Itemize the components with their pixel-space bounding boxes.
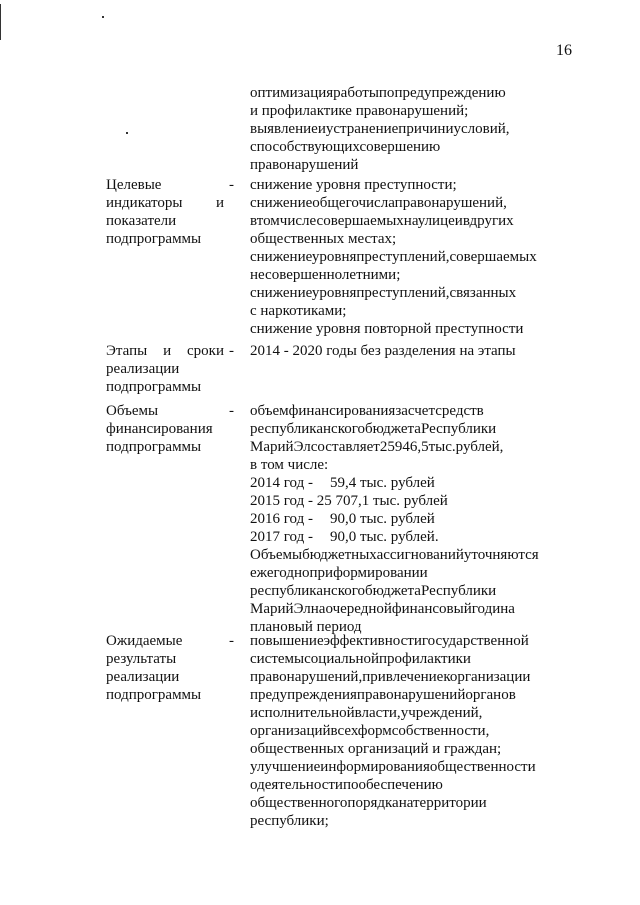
content-line xyxy=(250,564,550,582)
word: и xyxy=(163,343,172,359)
word: бюджетных xyxy=(302,547,377,563)
row-label-line: подпрограммы xyxy=(106,379,202,395)
content-line: с наркотиками; xyxy=(250,303,347,319)
financing-year-line xyxy=(250,528,550,546)
word: территории xyxy=(413,795,487,811)
word: уровня xyxy=(311,249,357,265)
word: по xyxy=(342,777,359,793)
word: уровня xyxy=(311,285,357,301)
word: и xyxy=(317,121,326,137)
word: уточняются xyxy=(463,547,539,563)
word: власти, xyxy=(354,705,401,721)
content-line xyxy=(250,248,550,266)
word: и xyxy=(454,213,463,229)
scan-speck xyxy=(0,4,1,40)
row-content xyxy=(250,342,550,360)
row-label-line xyxy=(106,194,224,212)
row-label-line xyxy=(106,342,224,360)
financing-year-line xyxy=(250,510,550,528)
word: устранение xyxy=(325,121,399,137)
word: общего xyxy=(312,195,359,211)
row-content xyxy=(250,402,550,636)
word: республиканского xyxy=(250,583,365,599)
word: тыс. xyxy=(428,439,456,455)
word: Этапы xyxy=(106,343,148,359)
word: бюджета xyxy=(365,583,421,599)
row-dash: - xyxy=(229,177,234,193)
content-line xyxy=(250,704,550,722)
content-line xyxy=(250,582,550,600)
word: по xyxy=(378,85,395,101)
word: финансирования xyxy=(288,403,396,419)
word: исполнительной xyxy=(250,705,355,721)
scan-speck xyxy=(126,132,128,134)
row-label xyxy=(106,176,224,248)
word: числа xyxy=(358,195,395,211)
word: ежегодно xyxy=(250,565,310,581)
word: счет xyxy=(407,403,436,419)
financing-year: 2014 год - xyxy=(250,475,313,491)
financing-year: 2017 год - xyxy=(250,529,313,545)
word: других xyxy=(469,213,514,229)
word: о xyxy=(250,777,258,793)
content-line xyxy=(250,794,550,812)
word: том xyxy=(256,213,280,229)
row-label-line: реализации xyxy=(106,361,180,377)
financing-year: 2016 год - xyxy=(250,511,313,527)
content-line xyxy=(250,722,550,740)
financing-year-line xyxy=(250,474,550,492)
content-line xyxy=(250,402,550,420)
content-line: плановый период xyxy=(250,619,362,635)
row-label-line: Ожидаемые xyxy=(106,633,183,649)
word: информирования xyxy=(320,759,430,775)
content-line xyxy=(250,668,550,686)
content-line xyxy=(250,420,550,438)
word: средств xyxy=(435,403,484,419)
row-label-line: Целевые xyxy=(106,177,162,193)
word: условий, xyxy=(453,121,510,137)
row-dash: - xyxy=(229,343,234,359)
word: деятельности xyxy=(257,777,343,793)
word: Марий xyxy=(250,439,294,455)
word: год xyxy=(471,601,493,617)
content-line xyxy=(250,84,550,102)
word: финансовый xyxy=(391,601,472,617)
word: совершаемых xyxy=(449,249,537,265)
word: привлечение xyxy=(362,669,444,685)
word: учреждений, xyxy=(400,705,483,721)
word: объем xyxy=(250,403,289,419)
page-number: 16 xyxy=(556,42,572,59)
content-line xyxy=(250,632,550,650)
content-line: несовершеннолетними; xyxy=(250,267,401,283)
word: правонарушений xyxy=(356,687,466,703)
word: в xyxy=(462,213,470,229)
word: очередной xyxy=(325,601,392,617)
word: государственной xyxy=(421,633,529,649)
word: собственности, xyxy=(391,723,490,739)
word: улучшение xyxy=(250,759,321,775)
word: 25 xyxy=(379,439,395,455)
word: бюджета xyxy=(365,421,421,437)
word: оптимизация xyxy=(250,85,334,101)
word: правонарушений, xyxy=(250,669,363,685)
word: снижение xyxy=(250,249,312,265)
word: рублей, xyxy=(455,439,504,455)
row-dash: - xyxy=(229,403,234,419)
word: предупреждению xyxy=(394,85,506,101)
word: составляет xyxy=(310,439,380,455)
word: Эл xyxy=(293,601,311,617)
word: выявление xyxy=(250,121,318,137)
word: Республики xyxy=(420,421,497,437)
word: системы xyxy=(250,651,305,667)
content-line: снижение уровня преступности; xyxy=(250,177,457,193)
word: способствующих xyxy=(250,139,360,155)
word: организаций xyxy=(250,723,331,739)
word: Эл xyxy=(293,439,311,455)
row-content xyxy=(250,176,550,338)
row-label-line: подпрограммы xyxy=(106,231,202,247)
financing-year-line xyxy=(250,492,550,510)
word: эффективности xyxy=(323,633,422,649)
word: организации xyxy=(449,669,531,685)
word: работы xyxy=(333,85,379,101)
content-line: 2014 - 2020 годы без разделения на этапы xyxy=(250,343,516,359)
row-label xyxy=(106,402,224,456)
row-label xyxy=(106,632,224,704)
row-label-line: подпрограммы xyxy=(106,687,202,703)
content-line: общественных местах; xyxy=(250,231,397,247)
word: форм xyxy=(357,723,392,739)
word: снижение xyxy=(250,285,312,301)
word: 946,5 xyxy=(394,439,429,455)
word: ассигнований xyxy=(376,547,464,563)
word: снижение xyxy=(250,195,313,211)
row-label-line: подпрограммы xyxy=(106,439,202,455)
content-line xyxy=(250,776,550,794)
word: на xyxy=(398,795,413,811)
word: правонарушений, xyxy=(394,195,507,211)
content-line xyxy=(250,194,550,212)
row-dash: - xyxy=(229,633,234,649)
word: профилактики xyxy=(379,651,471,667)
content-line: общественных организаций и граждан; xyxy=(250,741,502,757)
word: числе xyxy=(279,213,317,229)
word: причин xyxy=(398,121,446,137)
financing-year: 2015 год - 25 707,1 тыс. рублей xyxy=(250,493,448,509)
word: на xyxy=(500,601,515,617)
word: связанных xyxy=(449,285,517,301)
content-line xyxy=(250,546,550,564)
word: и xyxy=(215,195,224,211)
word: повышение xyxy=(250,633,324,649)
financing-amount: 90,0 тыс. рублей xyxy=(330,511,435,527)
word: преступлений, xyxy=(356,249,450,265)
row-label xyxy=(106,342,224,396)
row-content xyxy=(250,84,550,174)
row-content xyxy=(250,632,550,830)
word: Объемы xyxy=(250,547,303,563)
word: и xyxy=(492,601,501,617)
word: республиканского xyxy=(250,421,365,437)
row-label-line: реализации xyxy=(106,669,180,685)
content-line xyxy=(250,686,550,704)
word: порядка xyxy=(347,795,399,811)
word: при xyxy=(309,565,334,581)
content-line: в том числе: xyxy=(250,457,329,473)
content-line xyxy=(250,438,550,456)
word: и xyxy=(445,121,454,137)
row-label-line: финансирования xyxy=(106,421,213,437)
word: предупреждения xyxy=(250,687,357,703)
financing-amount: 90,0 тыс. рублей. xyxy=(330,529,439,545)
content-line xyxy=(250,284,550,302)
word: сроки xyxy=(187,343,224,359)
word: всех xyxy=(330,723,358,739)
scan-speck xyxy=(102,16,104,18)
row-label-line: Объемы xyxy=(106,403,159,419)
financing-amount: 59,4 тыс. рублей xyxy=(330,475,435,491)
word: общественности xyxy=(429,759,536,775)
word: совершению xyxy=(359,139,441,155)
word: Марий xyxy=(250,601,294,617)
word: на xyxy=(310,601,326,617)
word: преступлений, xyxy=(356,285,450,301)
content-line: правонарушений xyxy=(250,157,359,173)
content-line: снижение уровня повторной преступности xyxy=(250,321,524,337)
content-line xyxy=(250,138,550,156)
content-line xyxy=(250,758,550,776)
word: индикаторы xyxy=(106,195,183,211)
content-line xyxy=(250,120,550,138)
word: Республики xyxy=(420,583,497,599)
content-line xyxy=(250,650,550,668)
word: на xyxy=(403,213,418,229)
word: органов xyxy=(465,687,516,703)
word: общественного xyxy=(250,795,348,811)
word: обеспечению xyxy=(358,777,443,793)
row-label-line: показатели xyxy=(106,213,177,229)
content-line xyxy=(250,600,550,618)
word: к xyxy=(443,669,450,685)
word: социальной xyxy=(304,651,380,667)
word: за xyxy=(395,403,408,419)
content-line: и профилактике правонарушений; xyxy=(250,103,469,119)
word: в xyxy=(250,213,257,229)
word: совершаемых xyxy=(316,213,404,229)
content-line xyxy=(250,212,550,230)
word: улице xyxy=(417,213,455,229)
row-label-line: результаты xyxy=(106,651,177,667)
content-line: республики; xyxy=(250,813,329,829)
word: формировании xyxy=(333,565,428,581)
